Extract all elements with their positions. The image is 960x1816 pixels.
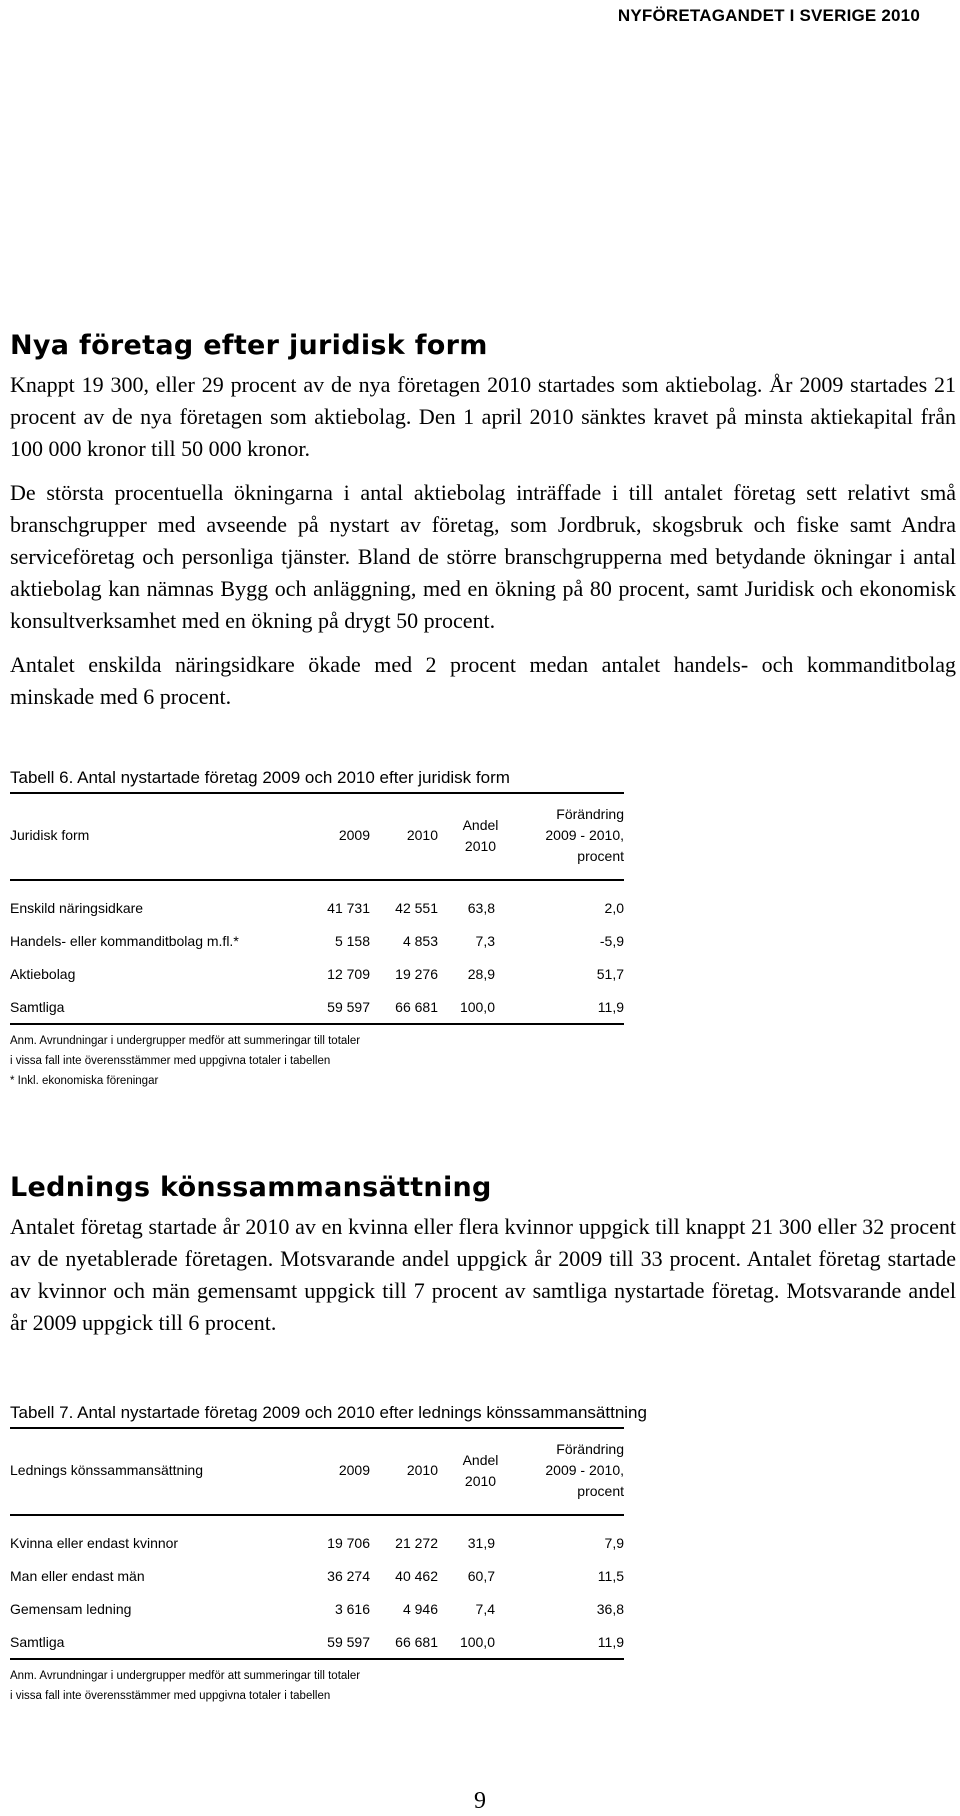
table-header-row: [10, 793, 624, 880]
header-line: 2009 - 2010,: [545, 827, 624, 843]
table-cell: 41 731: [327, 899, 370, 916]
table-row: [10, 957, 624, 990]
table-cell: 11,9: [597, 998, 624, 1015]
table-cell: 7,4: [475, 1600, 495, 1617]
table-cell: 2,0: [604, 899, 624, 916]
column-header: Juridisk form: [10, 827, 90, 843]
table-cell: 19 276: [395, 965, 438, 982]
table-cell: 100,0: [459, 998, 495, 1015]
running-header: NYFÖRETAGANDET I SVERIGE 2010: [617, 6, 920, 25]
table-header-row: [10, 1428, 624, 1515]
table-cell: 5 158: [334, 932, 370, 949]
table-cell: 66 681: [395, 998, 438, 1015]
table-cell: Samtliga: [10, 1633, 65, 1650]
table-cell: 3 616: [334, 1600, 370, 1617]
column-header: 2009: [338, 827, 370, 843]
table-cell: 4 853: [402, 932, 438, 949]
table-cell: 31,9: [467, 1534, 495, 1551]
table-cell: Enskild näringsidkare: [10, 899, 144, 916]
table-6-block: [10, 768, 956, 1091]
table-cell: 60,7: [467, 1567, 495, 1584]
table-cell: 59 597: [327, 998, 370, 1015]
column-header: 2009: [338, 1462, 370, 1478]
table-cell: Man eller endast män: [10, 1567, 145, 1584]
table-row: [10, 924, 624, 957]
table-cell: 36 274: [327, 1567, 370, 1584]
paragraph: De största procentuella ökningarna i antal aktiebolag inträffade i till antalet företag sett relativt små branschgrupper med avseende på nystart av företag, som Jordbruk, skogsbruk och fiske samt Andra serviceföretag och personliga tjänster. Bland de större branschgrupperna med betydande ökningar i antal aktiebolag kan nämnas Bygg och anläggning, med en ökning på 80 procent, samt Juridisk och ekonomisk konsultverksamhet med en ökning på drygt 50 procent.: [10, 480, 956, 633]
paragraph: Antalet enskilda näringsidkare ökade med 2 procent medan antalet handels- och kommanditbolag minskade med 6 procent.: [10, 652, 956, 709]
column-header: Lednings könssammansättning: [10, 1462, 204, 1478]
table-cell: 7,9: [604, 1534, 624, 1551]
table-notes: [10, 1031, 956, 1091]
table-caption: Tabell 7. Antal nystartade företag 2009 och 2010 efter lednings könssammansättning: [10, 1403, 647, 1422]
table-cell: 66 681: [395, 1633, 438, 1650]
table-cell: Samtliga: [10, 998, 65, 1015]
table-cell: 63,8: [467, 899, 495, 916]
note-line: i vissa fall inte överensstämmer med uppgivna totaler i tabellen: [10, 1690, 331, 1702]
column-header: [523, 793, 624, 880]
header-line: Förändring: [556, 1441, 624, 1457]
section-heading: Lednings könssammansättning: [10, 1172, 492, 1203]
table-cell: 21 272: [395, 1534, 438, 1551]
table-cell: 51,7: [596, 965, 624, 982]
header-line: 2009 - 2010,: [545, 1462, 624, 1478]
header-line: 2010: [464, 1472, 497, 1489]
table-cell: 11,9: [597, 1633, 624, 1650]
section-lednings-konssammansattning: [10, 1172, 956, 1351]
table-row: [10, 880, 624, 924]
table-row: [10, 990, 624, 1024]
table-cell: 19 706: [327, 1534, 370, 1551]
table-cell: 11,5: [597, 1567, 624, 1584]
table-cell: 36,8: [596, 1600, 624, 1617]
page-number: 9: [474, 1788, 486, 1814]
table-row: [10, 1592, 624, 1625]
table-row: [10, 1559, 624, 1592]
table-cell: -5,9: [599, 932, 624, 949]
table-cell: Aktiebolag: [10, 965, 76, 982]
column-header: [438, 1428, 523, 1515]
column-header: 2010: [406, 1462, 438, 1478]
table-cell: Gemensam ledning: [10, 1600, 132, 1617]
column-header: [438, 793, 523, 880]
paragraph: Antalet företag startade år 2010 av en kvinna eller flera kvinnor uppgick till knappt 21 300 eller 32 procent av de nyetablerade företagen. Motsvarande andel uppgick år 2009 till 33 procent. Antalet företag startade av kvinnor och män gemensamt uppgick till 7 procent av samtliga nystartade företag. Motsvarande andel år 2009 uppgick till 6 procent.: [10, 1214, 956, 1335]
table-cell: 42 551: [395, 899, 438, 916]
header-line: procent: [577, 1483, 624, 1499]
table-cell: 40 462: [395, 1567, 438, 1584]
section-juridisk-form: [10, 330, 956, 725]
table-cell: 7,3: [475, 932, 495, 949]
header-line: procent: [577, 848, 624, 864]
table-row: [10, 1625, 624, 1659]
table-6: [10, 792, 624, 1025]
note-line: * Inkl. ekonomiska föreningar: [10, 1075, 159, 1087]
table-cell: 28,9: [467, 965, 495, 982]
table-cell: 59 597: [327, 1633, 370, 1650]
header-line: Förändring: [556, 806, 624, 822]
table-row: [10, 1515, 624, 1559]
column-header: 2010: [406, 827, 438, 843]
table-cell: 12 709: [327, 965, 370, 982]
paragraph: Knappt 19 300, eller 29 procent av de nya företagen 2010 startades som aktiebolag. År 2009 startades 21 procent av de nya företagen som aktiebolag. Den 1 april 2010 sänktes kravet på minsta aktiekapital från 100 000 kronor till 50 000 kronor.: [10, 372, 956, 461]
header-line: Andel: [462, 1451, 499, 1468]
section-heading: Nya företag efter juridisk form: [10, 330, 488, 361]
table-cell: Kvinna eller endast kvinnor: [10, 1534, 179, 1551]
header-line: 2010: [464, 837, 497, 854]
table-7: [10, 1427, 624, 1660]
table-cell: 100,0: [459, 1633, 495, 1650]
table-cell: 4 946: [402, 1600, 438, 1617]
table-7-block: [10, 1403, 956, 1706]
header-line: Andel: [462, 816, 499, 833]
table-cell: Handels- eller kommanditbolag m.fl.*: [10, 932, 239, 949]
table-notes: [10, 1666, 956, 1706]
note-line: Anm. Avrundningar i undergrupper medför att summeringar till totaler: [10, 1670, 361, 1682]
table-caption: Tabell 6. Antal nystartade företag 2009 och 2010 efter juridisk form: [10, 768, 510, 787]
column-header: [523, 1428, 624, 1515]
note-line: i vissa fall inte överensstämmer med uppgivna totaler i tabellen: [10, 1055, 331, 1067]
note-line: Anm. Avrundningar i undergrupper medför att summeringar till totaler: [10, 1035, 361, 1047]
